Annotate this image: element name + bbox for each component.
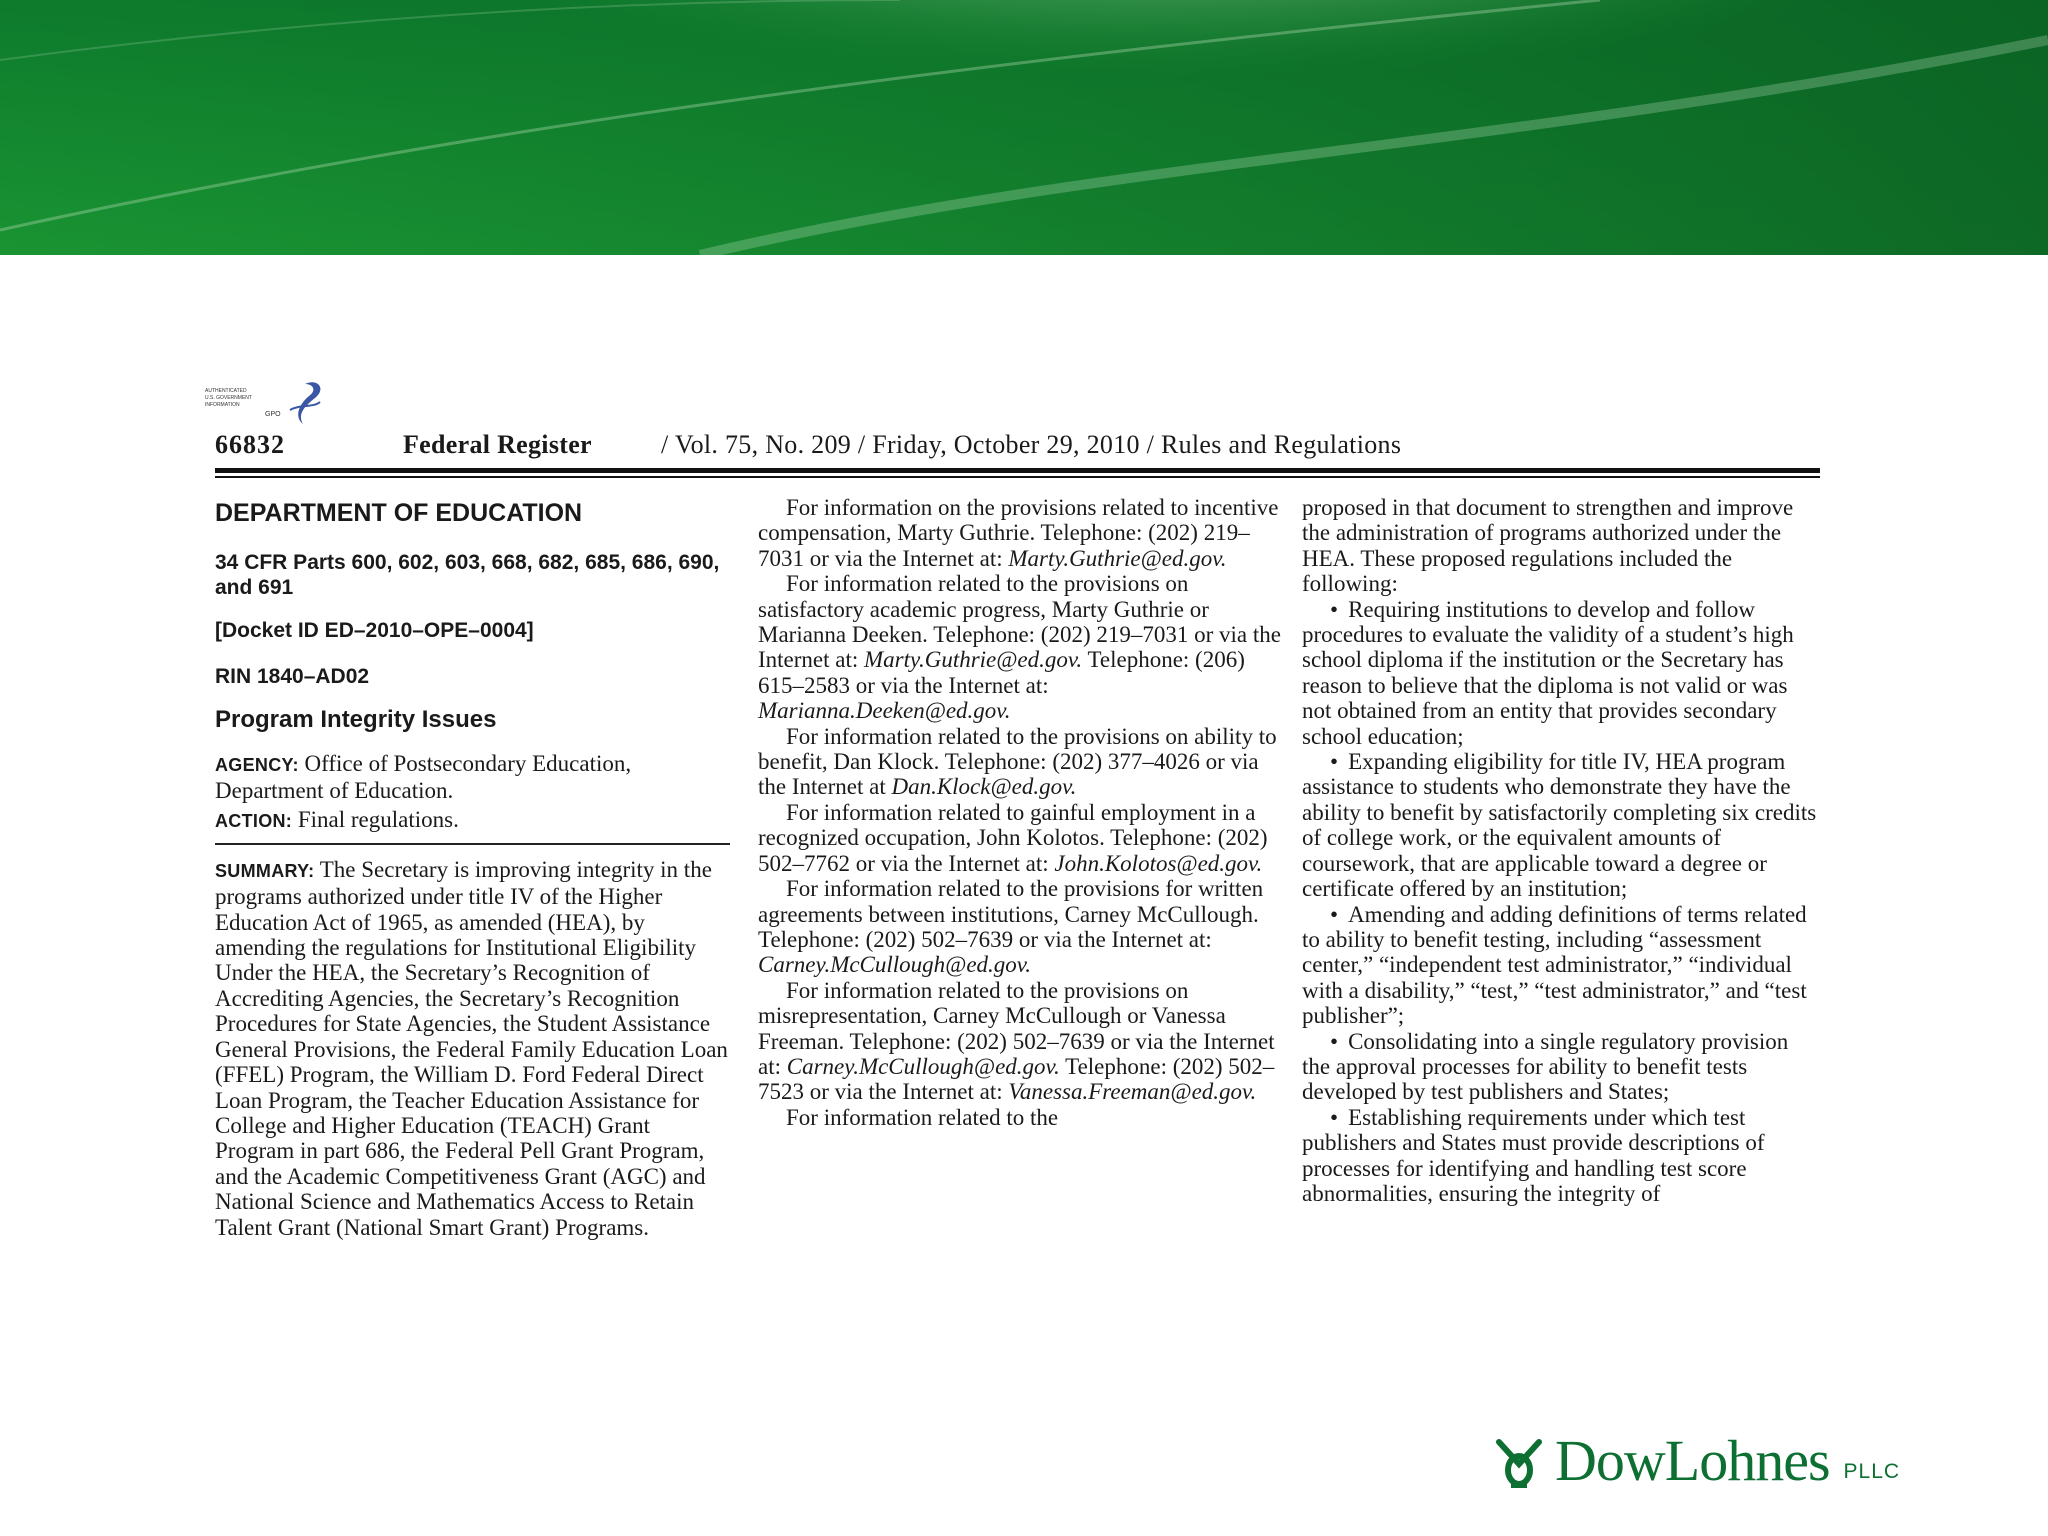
contact-text: For information related to the provisions on ability to benefit, Dan Klock. Telephone: (202) 377–4026 or via the Internet at	[758, 723, 1277, 800]
summary-label: SUMMARY:	[215, 860, 315, 881]
summary-text: The Secretary is improving integrity in the programs authorized under title IV of the Higher Education Act of 1965, as amended (HEA), by amending the regulations for Institutional Eligibility Under the HEA, the Secretary’s Recognition of Accrediting Agencies, the Secretary’s Recognition Procedures for State Agencies, the Student Assistance General Provisions, the Federal Family Education Loan (FFEL) Program, the William D. Ford Federal Direct Loan Program, the Teacher Education Assistance for College and Higher Education (TEACH) Grant Program in part 686, the Federal Pell Grant Program, and the Academic Competitiveness Grant (AGC) and National Science and Mathematics Access to Retain Talent Grant (National Smart Grant) Programs.	[215, 856, 728, 1240]
logo-name: DowLohnes	[1555, 1428, 1830, 1493]
contact-paragraph	[758, 800, 1283, 876]
gpo-authentication-seal	[205, 380, 330, 430]
agency-label: AGENCY:	[215, 754, 299, 775]
logo-suffix: PLLC	[1843, 1460, 1901, 1483]
contact-paragraph	[758, 876, 1283, 978]
svg-text:GPO: GPO	[265, 411, 281, 418]
document-subject: Program Integrity Issues	[215, 706, 497, 734]
action-text: Final regulations.	[292, 807, 459, 833]
email-link[interactable]: Dan.Klock@ed.gov.	[891, 774, 1077, 800]
header-rule-thin	[215, 476, 1820, 478]
cfr-parts: 34 CFR Parts 600, 602, 603, 668, 682, 685, 686, 690, and 691	[215, 551, 720, 600]
department-heading: DEPARTMENT OF EDUCATION	[215, 499, 583, 527]
contact-text: For information related to gainful employment in a recognized occupation, John Kolotos. Telephone: (202) 502–7762 or via the Internet at:	[758, 799, 1268, 876]
column-2	[758, 495, 1283, 1130]
dowlohnes-logo	[1493, 1420, 1933, 1493]
contact-text: Telephone: (206) 615–2583 or via the Internet at:	[758, 647, 1245, 698]
list-item: • Requiring institutions to develop and follow procedures to evaluate the validity of a student’s high school diploma if the institution or the Secretary has reason to believe that the diploma is not valid or was not obtained from an entity that provides secondary school education;	[1302, 597, 1822, 749]
contact-text: For information related to the provisions on misrepresentation, Carney McCullough or Vanessa Freeman. Telephone: (202) 502–7639 or via the Internet at:	[758, 977, 1275, 1079]
list-item: • Expanding eligibility for title IV, HEA program assistance to students who demonstrate they have the ability to benefit by satisfactorily completing six credits of college work, or the equivalent amounts of coursework, that are applicable toward a degree or certificate offered by an institution;	[1302, 749, 1822, 901]
email-link[interactable]: Carney.McCullough@ed.gov.	[786, 1053, 1060, 1079]
list-item: • Consolidating into a single regulatory provision the approval processes for ability to benefit tests developed by test publishers and States;	[1302, 1029, 1822, 1105]
docket-id: [Docket ID ED–2010–OPE–0004]	[215, 619, 534, 643]
action-label: ACTION:	[215, 811, 293, 832]
email-link[interactable]: Carney.McCullough@ed.gov.	[758, 952, 1032, 978]
svg-text:AUTHENTICATED: AUTHENTICATED	[205, 388, 247, 394]
federal-register-header	[215, 430, 1820, 460]
contact-paragraph	[758, 495, 1283, 571]
list-item: • Amending and adding definitions of terms related to ability to benefit testing, including “assessment center,” “independent test administrator,” “individual with a disability,” “test,” “test administrator,” and “test publisher”;	[1302, 902, 1822, 1029]
contact-text: For information on the provisions related to incentive compensation, Marty Guthrie. Telephone: (202) 219–7031 or via the Internet at:	[758, 495, 1279, 571]
agency-text: Office of Postsecondary Education, Department of Education.	[215, 750, 632, 804]
issue-details: / Vol. 75, No. 209 / Friday, October 29, 2010 / Rules and Regulations	[661, 430, 1402, 459]
publication-name: Federal Register	[403, 430, 592, 459]
rin-number: RIN 1840–AD02	[215, 664, 370, 688]
banner-swoosh-graphic	[0, 0, 2048, 255]
contact-text: For information related to the	[786, 1104, 1059, 1130]
contact-paragraph	[758, 978, 1283, 1105]
dowlohnes-mark-icon	[1493, 1434, 1545, 1490]
header-rule-thick	[215, 468, 1820, 473]
column-1	[215, 495, 730, 1240]
column-3	[1302, 495, 1822, 1413]
email-link[interactable]: Vanessa.Freeman@ed.gov.	[1008, 1079, 1257, 1105]
page-number: 66832	[215, 430, 285, 459]
contact-paragraph	[758, 724, 1283, 800]
contact-paragraph	[758, 571, 1283, 723]
contact-text: For information related to the provisions on satisfactory academic progress, Marty Guthrie or Marianna Deeken. Telephone: (202) 219–7031 or via the Internet at:	[758, 571, 1281, 673]
contact-text: Telephone: (202) 502–7523 or via the Internet at:	[758, 1053, 1275, 1105]
intro-paragraph: proposed in that document to strengthen and improve the administration of programs authorized under the HEA. These proposed regulations included the following:	[1302, 495, 1794, 597]
email-link[interactable]: John.Kolotos@ed.gov.	[1054, 850, 1263, 876]
action-block	[215, 807, 730, 834]
email-link[interactable]: Marty.Guthrie@ed.gov.	[864, 647, 1083, 673]
summary-block	[215, 857, 730, 1240]
contact-paragraph	[758, 1105, 1283, 1130]
contact-text: For information related to the provisions for written agreements between institutions, Carney McCullough. Telephone: (202) 502–7639 or via the Internet at:	[758, 876, 1264, 952]
email-link[interactable]: Marianna.Deeken@ed.gov.	[758, 698, 1011, 724]
svg-text:INFORMATION: INFORMATION	[205, 402, 240, 408]
section-divider	[215, 843, 730, 845]
email-link[interactable]: Marty.Guthrie@ed.gov.	[1008, 545, 1227, 571]
svg-text:U.S. GOVERNMENT: U.S. GOVERNMENT	[205, 395, 252, 401]
list-item: • Establishing requirements under which test publishers and States must provide descriptions of processes for identifying and handling test score abnormalities, ensuring the integrity of	[1302, 1105, 1822, 1207]
agency-block	[215, 751, 730, 804]
header-banner	[0, 0, 2048, 255]
